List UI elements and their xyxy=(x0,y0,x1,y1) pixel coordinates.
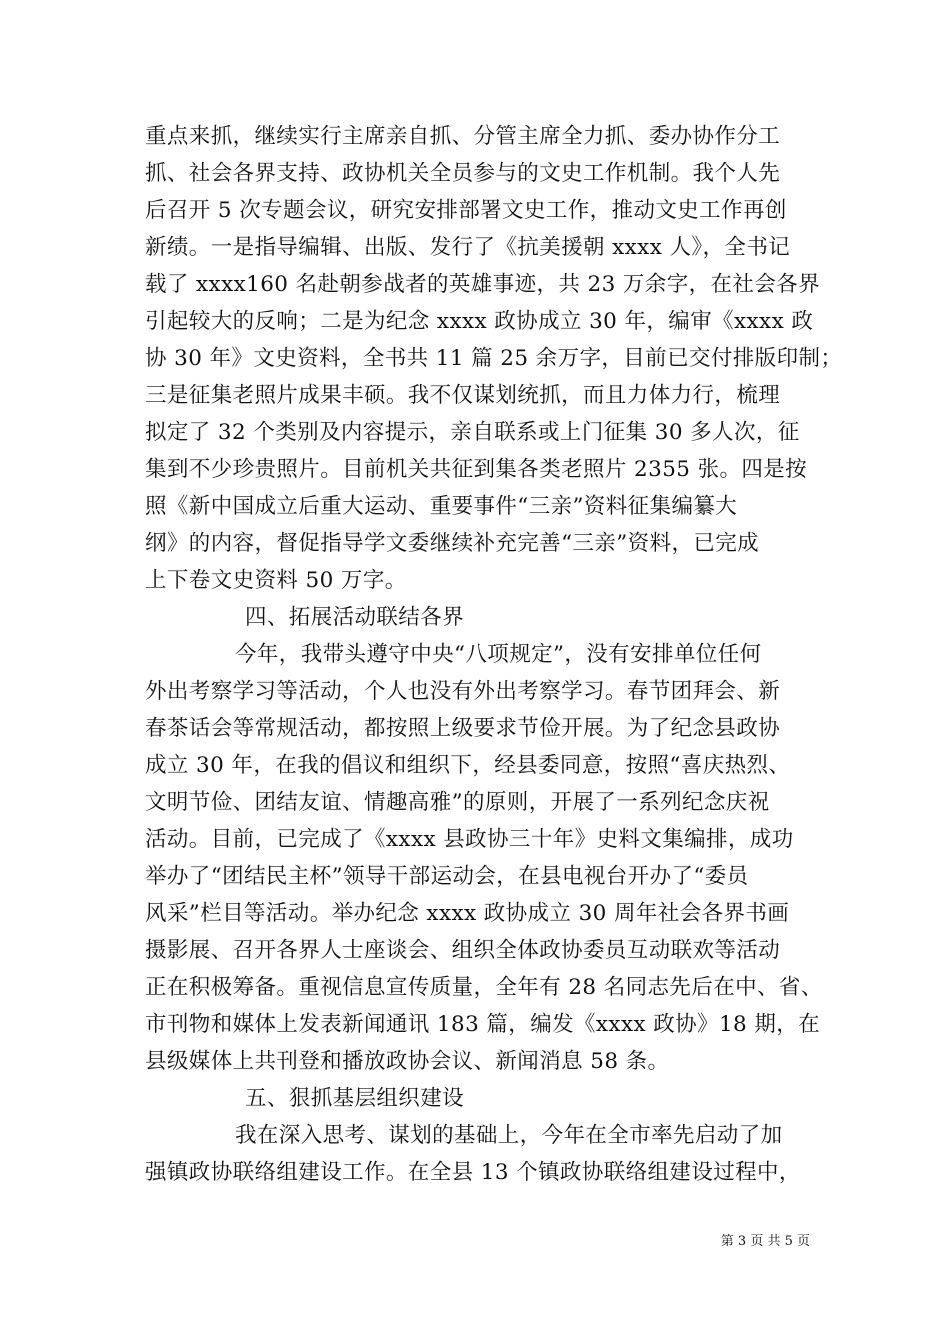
text-line: 摄影展、召开各界人士座谈会、组织全体政协委员互动联欢等活动 xyxy=(145,938,781,963)
text-line: 活动。目前，已完成了《xxxx 县政协三十年》史料文集编排，成功 xyxy=(145,827,794,852)
text-line: 风采”栏目等活动。举办纪念 xxxx 政协成立 30 周年社会各界书画 xyxy=(145,901,790,926)
text-line: 成立 30 年，在我的倡议和组织下，经县委同意，按照“喜庆热烈、 xyxy=(145,753,791,778)
text-line: 三是征集老照片成果丰硕。我不仅谋划统抓，而且力体力行，梳理 xyxy=(145,383,781,408)
text-line: 纲》的内容，督促指导学文委继续补充完善“三亲”资料，已完成 xyxy=(145,531,760,556)
text-line: 市刊物和媒体上发表新闻通讯 183 篇，编发《xxxx 政协》18 期，在 xyxy=(145,1012,821,1037)
text-line: 集到不少珍贵照片。目前机关共征到集各类老照片 2355 张。四是按 xyxy=(145,457,808,482)
section-heading: 四、拓展活动联结各界 xyxy=(245,605,465,630)
text-line: 协 30 年》文史资料，全书共 11 篇 25 余万字，目前已交付排版印制； xyxy=(145,346,843,371)
text-line: 拟定了 32 个类别及内容提示，亲自联系或上门征集 30 多人次，征 xyxy=(145,420,800,445)
text-line: 抓、社会各界支持、政协机关全员参与的文史工作机制。我个人先 xyxy=(145,161,781,186)
text-line: 后召开 5 次专题会议，研究安排部署文史工作，推动文史工作再创 xyxy=(145,198,787,223)
text-line: 引起较大的反响；二是为纪念 xxxx 政协成立 30 年，编审《xxxx 政 xyxy=(145,309,814,334)
paragraph-first-line: 今年，我带头遵守中央“八项规定”，没有安排单位任何 xyxy=(235,642,762,667)
paragraph-first-line: 我在深入思考、谋划的基础上，今年在全市率先启动了加 xyxy=(235,1123,783,1148)
body-text xyxy=(145,118,843,1191)
text-line: 新绩。一是指导编辑、出版、发行了《抗美援朝 xxxx 人》，全书记 xyxy=(145,235,791,260)
page-number: 第 3 页 共 5 页 xyxy=(720,1234,810,1249)
text-line: 外出考察学习等活动，个人也没有外出考察学习。春节团拜会、新 xyxy=(145,679,781,704)
text-line: 强镇政协联络组建设工作。在全县 13 个镇政协联络组建设过程中， xyxy=(145,1160,801,1185)
text-line: 县级媒体上共刊登和播放政协会议、新闻消息 58 条。 xyxy=(145,1049,670,1074)
text-line: 举办了“团结民主杯”领导干部运动会，在县电视台开办了“委员 xyxy=(145,864,749,889)
text-line: 正在积极筹备。重视信息宣传质量，全年有 28 名同志先后在中、省、 xyxy=(145,975,823,1000)
text-line: 春茶话会等常规活动，都按照上级要求节俭开展。为了纪念县政协 xyxy=(145,716,781,741)
text-line: 文明节俭、团结友谊、情趣高雅”的原则，开展了一系列纪念庆祝 xyxy=(145,790,770,815)
section-heading: 五、狠抓基层组织建设 xyxy=(245,1086,465,1111)
text-line: 载了 xxxx160 名赴朝参战者的英雄事迹，共 23 万余字，在社会各界 xyxy=(145,272,821,297)
text-line: 照《新中国成立后重大运动、重要事件“三亲”资料征集编纂大 xyxy=(145,494,738,519)
text-line: 重点来抓，继续实行主席亲自抓、分管主席全力抓、委办协作分工 xyxy=(145,124,781,149)
text-line: 上下卷文史资料 50 万字。 xyxy=(145,568,407,593)
